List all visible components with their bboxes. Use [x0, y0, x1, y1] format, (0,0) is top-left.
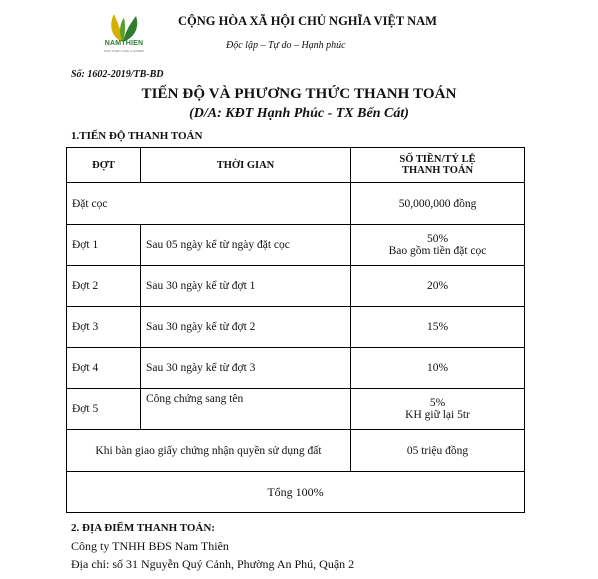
total-row — [67, 472, 525, 513]
time-cell: Sau 30 ngày kể từ đợt 2 — [141, 307, 351, 348]
country-heading: CỘNG HÒA XÃ HỘI CHỦ NGHĨA VIỆT NAM — [178, 14, 437, 28]
deposit-label: Đặt cọc — [67, 183, 351, 225]
amount-cell: 10% — [351, 348, 525, 389]
column-header-time: THỜI GIAN — [141, 148, 351, 183]
table-row — [67, 389, 525, 430]
time-cell: Sau 30 ngày kể từ đợt 3 — [141, 348, 351, 389]
section2-heading: 2. ĐỊA ĐIỂM THANH TOÁN: — [71, 522, 215, 534]
document-number: Số: 1602-2019/TB-BD — [71, 69, 164, 80]
phase-cell: Đợt 1 — [67, 225, 141, 266]
amount-cell: 20% — [351, 266, 525, 307]
page-subtitle: (D/A: KĐT Hạnh Phúc - TX Bến Cát) — [189, 106, 409, 121]
motto: Độc lập – Tự do – Hạnh phúc — [226, 40, 346, 51]
column-header-phase: ĐỢT — [67, 148, 141, 183]
section1-heading: 1.TIẾN ĐỘ THANH TOÁN — [71, 130, 203, 142]
time-cell: Sau 30 ngày kể từ đợt 1 — [141, 266, 351, 307]
logo-subtext: NAM THIEN LAND & HOMES — [104, 49, 144, 53]
amount-value: 5% — [429, 397, 446, 409]
table-row — [67, 266, 525, 307]
phase-cell: Đợt 5 — [67, 389, 141, 430]
column-header-amount-line2: THANH TOÁN — [401, 165, 474, 176]
time-cell: Sau 05 ngày kể từ ngày đặt cọc — [141, 225, 351, 266]
table-row — [67, 225, 525, 266]
page-title: TIẾN ĐỘ VÀ PHƯƠNG THỨC THANH TOÁN — [141, 86, 457, 102]
phase-cell: Đợt 2 — [67, 266, 141, 307]
table-header-row — [67, 148, 525, 183]
time-cell: Công chứng sang tên — [141, 389, 351, 430]
amount-value: 50% — [426, 233, 449, 245]
total-label: Tổng 100% — [67, 472, 525, 513]
amount-cell — [351, 389, 525, 430]
column-header-amount-line1: SỐ TIỀN/TỶ LỆ — [399, 154, 476, 165]
company-name: Công ty TNHH BĐS Nam Thiên — [71, 539, 229, 553]
table-row — [67, 348, 525, 389]
handover-row — [67, 430, 525, 472]
company-address: Địa chỉ: số 31 Nguyễn Quý Cảnh, Phường An Phú, Quận 2 — [71, 557, 355, 571]
amount-cell: 15% — [351, 307, 525, 348]
deposit-row — [67, 183, 525, 225]
logo-text: NAMTHIEN — [104, 40, 144, 47]
amount-note: Bao gồm tiền đặt cọc — [388, 245, 487, 257]
amount-cell — [351, 225, 525, 266]
payment-schedule-table — [66, 147, 525, 513]
phase-cell: Đợt 4 — [67, 348, 141, 389]
deposit-amount: 50,000,000 đồng — [351, 183, 525, 225]
table-row — [67, 307, 525, 348]
column-header-amount — [351, 148, 525, 183]
phase-cell: Đợt 3 — [67, 307, 141, 348]
handover-label: Khi bàn giao giấy chứng nhận quyền sử dụng đất — [67, 430, 351, 472]
handover-amount: 05 triệu đồng — [351, 430, 525, 472]
amount-note: KH giữ lại 5tr — [405, 409, 470, 421]
